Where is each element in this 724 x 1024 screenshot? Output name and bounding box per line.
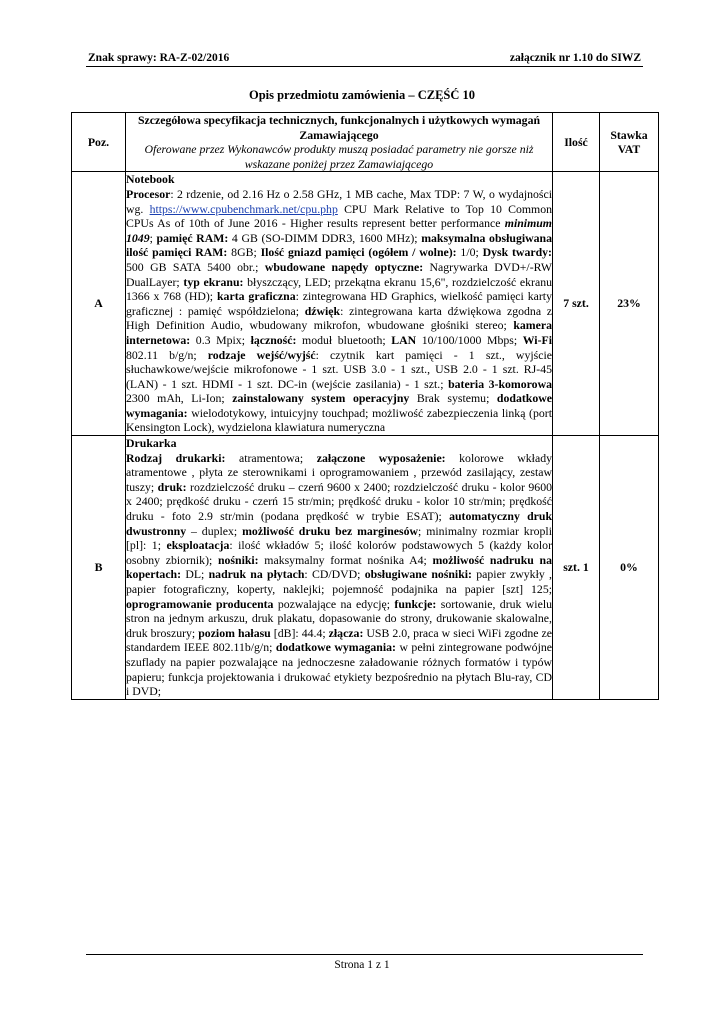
spec-label: wbudowane napędy optyczne: — [264, 259, 424, 274]
attachment-number: załącznik nr 1.10 do SIWZ — [509, 52, 641, 64]
spec-text: 2300 mAh, Li-Ion; — [126, 391, 233, 406]
table-row — [72, 172, 659, 436]
spec-text: maksymalny format nośnika A4; — [258, 552, 433, 567]
spec-label: oprogramowanie producenta — [126, 596, 274, 611]
product-specification — [126, 451, 552, 699]
spec-text: sortowanie, druk wielu stron na jednym arkuszu, druk plakatu, dopasowanie do strony, drukowanie skalowalne, druk broszury; — [126, 596, 552, 640]
spec-text: ; minimalny rozmiar kropli [pl]: 1; — [126, 523, 552, 553]
table-row — [72, 436, 659, 700]
specification-table — [71, 112, 659, 700]
spec-label: łączność: — [250, 332, 297, 347]
product-name: Drukarka — [126, 436, 177, 451]
spec-text: błyszczący, LED; przekątna ekranu 15,6", rozdzielczość ekranu 1366 x 768 (HD); — [126, 274, 552, 304]
row-description — [126, 172, 553, 436]
spec-label: załączone wyposażenie: — [316, 450, 446, 465]
spec-text: Nagrywarka DVD+/-RW DualLayer; — [126, 259, 552, 289]
spec-label: poziom hałasu — [198, 625, 271, 640]
row-position: A — [72, 172, 126, 436]
spec-text: DL; — [181, 567, 209, 582]
spec-label: pamięć RAM: — [156, 230, 229, 245]
spec-text: 500 GB SATA 5400 obr.; — [126, 259, 265, 274]
spec-label: Procesor — [126, 186, 171, 201]
spec-label: Dysk twardy: — [482, 245, 552, 260]
footer-divider — [86, 954, 643, 955]
spec-text: rozdzielczość druku – czerń 9600 x 2400; rozdzielczość druku - kolor 9600 x 2400; prędkość druku - czerń 15 str/min; prędkość druku - kolor 10 str/min; prędkość druku - foto 2.9 str/min (podana prędkość w trybie ESAT); — [126, 479, 552, 524]
row-quantity: 7 szt. — [553, 172, 600, 436]
spec-label: druk: — [157, 479, 187, 494]
row-vat: 23% — [600, 172, 659, 436]
spec-label: LAN — [391, 332, 417, 347]
product-specification — [126, 187, 552, 435]
product-name: Notebook — [126, 172, 175, 187]
page-number: Strona 1 z 1 — [334, 959, 390, 971]
spec-label: bateria 3-komorowa — [448, 376, 552, 391]
spec-label: zainstalowany system operacyjny — [232, 391, 410, 406]
row-quantity: szt. 1 — [553, 436, 600, 700]
spec-text: Brak systemu; — [409, 391, 497, 406]
spec-label: automatyczny druk dwustronny — [126, 509, 553, 538]
benchmark-link[interactable]: https://www.cpubenchmark.net/cpu.php — [149, 201, 338, 216]
spec-text: : zintegrowana HD Graphics, wielkość pamięci karty graficznej : pamięć współdzielona; — [126, 289, 552, 318]
table-header-row — [72, 113, 659, 172]
spec-label: dodatkowe wymagania: — [126, 391, 552, 420]
spec-label: dodatkowe wymagania: — [275, 640, 396, 655]
spec-text: 10/100/1000 Mbps; — [416, 332, 523, 347]
spec-label: obsługiwane nośniki: — [364, 567, 472, 582]
spec-label: typ ekranu: — [183, 274, 244, 289]
spec-label: Rodzaj drukarki: — [126, 450, 226, 465]
spec-text: 1/0; — [456, 245, 483, 260]
spec-label: nośniki: — [217, 552, 259, 567]
page-header — [86, 52, 643, 67]
spec-text: moduł bluetooth; — [296, 332, 392, 347]
spec-text: : 2 rdzenie, od 2.16 Hz o 2.58 GHz, 1 MB cache, Max TDP: 7 W, o wydajności wg. — [126, 186, 552, 216]
spec-text: : zintegrowana karta dźwiękowa zgodna z High Definition Audio, wbudowany mikrofon, wbudowane głośniki stereo; — [126, 303, 552, 333]
spec-label: minimum 1049 — [126, 216, 552, 245]
spec-text: 0.3 Mpix; — [190, 332, 251, 347]
spec-text: : czytnik kart pamięci - 1 szt., wyjście słuchawkowe/wejście mikrofonowe - 1 szt. USB 3.0 - 1 szt., USB 2.0 - 1 szt. RJ-45 (LAN) - 1 szt. HDMI - 1 szt. DC-in (wejście zasilania) - 1 szt.; — [126, 347, 552, 391]
spec-text: ; — [149, 230, 157, 245]
spec-text: atramentowa; — [225, 450, 317, 465]
header-spec-main: Szczegółowa specyfikacja technicznych, funkcjonalnych i użytkowych wymagań Zamawiającego — [137, 113, 541, 142]
spec-text: CPU Mark Relative to Top 10 Common CPUs As of 10th of June 2016 - Higher results represent better performance — [126, 201, 552, 231]
document-title: Opis przedmiotu zamówienia – CZĘŚĆ 10 — [248, 88, 476, 102]
spec-label: Wi-Fi — [522, 332, 552, 347]
spec-text: [dB]: 44.4; — [270, 625, 329, 640]
spec-label: Ilość gniazd pamięci (ogółem / wolne): — [260, 245, 457, 260]
spec-text: – duplex; — [186, 523, 243, 538]
spec-label: dźwięk — [304, 303, 341, 318]
spec-text: 4 GB (SO-DIMM DDR3, 1600 MHz); — [228, 230, 422, 245]
spec-label: możliwość druku bez marginesów — [242, 523, 419, 538]
spec-text: pozwalające na edycję; — [273, 596, 395, 611]
row-vat: 0% — [600, 436, 659, 700]
spec-text: : CD/DVD; — [304, 567, 365, 582]
spec-text: wielodotykowy, intuicyjny touchpad; możliwość zabezpieczenia linką (port Kensington Lock), wydzielona klawiatura numeryczna — [126, 405, 552, 435]
spec-text: 802.11 b/g/n; — [126, 347, 208, 362]
spec-label: eksploatacja — [166, 538, 230, 553]
case-number: Znak sprawy: RA-Z-02/2016 — [88, 52, 230, 64]
header-quantity: Ilość — [553, 113, 600, 172]
spec-text: kolorowe wkłady atramentowe , płyta ze sterownikami i oprogramowaniem , przewód zasilający, zestaw tuszy; — [126, 450, 552, 494]
spec-label: rodzaje wejść/wyjść — [207, 347, 316, 362]
header-position: Poz. — [72, 113, 126, 172]
row-description — [126, 436, 553, 700]
header-specification — [126, 113, 553, 172]
spec-text: papier zwykły , papier fotograficzny, koperty, naklejki; pojemność podajnika na papier [szt] 125; — [126, 567, 552, 596]
spec-label: kamera internetowa: — [126, 318, 552, 347]
spec-label: nadruk na płytach — [208, 567, 305, 582]
header-spec-sub: Oferowane przez Wykonawców produkty muszą posiadać parametry nie gorsze niż wskazane poniżej przez Zamawiającego — [144, 142, 534, 171]
spec-text: w pełni zintegrowane podwójne szuflady na papier pozwalające na jednoczesne załadowanie różnych formatów i typów papieru; funkcja projektowania i drukować etykiety bezpośrednio na płytach Blu-ray, CD i DVD; — [126, 640, 552, 699]
spec-text: USB 2.0, praca w sieci WiFi zgodne ze standardem IEEE 802.11b/g/n; — [126, 625, 553, 655]
spec-text: : ilość wkładów 5; ilość kolorów podstawowych 5 (każdy kolor osobny zbiornik); — [126, 538, 552, 567]
spec-label: maksymalna obsługiwana ilość pamięci RAM: — [126, 230, 553, 260]
spec-label: karta graficzna — [217, 289, 296, 304]
row-position: B — [72, 436, 126, 700]
spec-label: możliwość nadruku na kopertach: — [126, 552, 552, 582]
header-vat: Stawka VAT — [600, 113, 659, 172]
spec-text: 8GB; — [227, 245, 261, 260]
spec-label: funkcje: — [394, 596, 437, 611]
spec-label: złącza: — [328, 625, 364, 640]
